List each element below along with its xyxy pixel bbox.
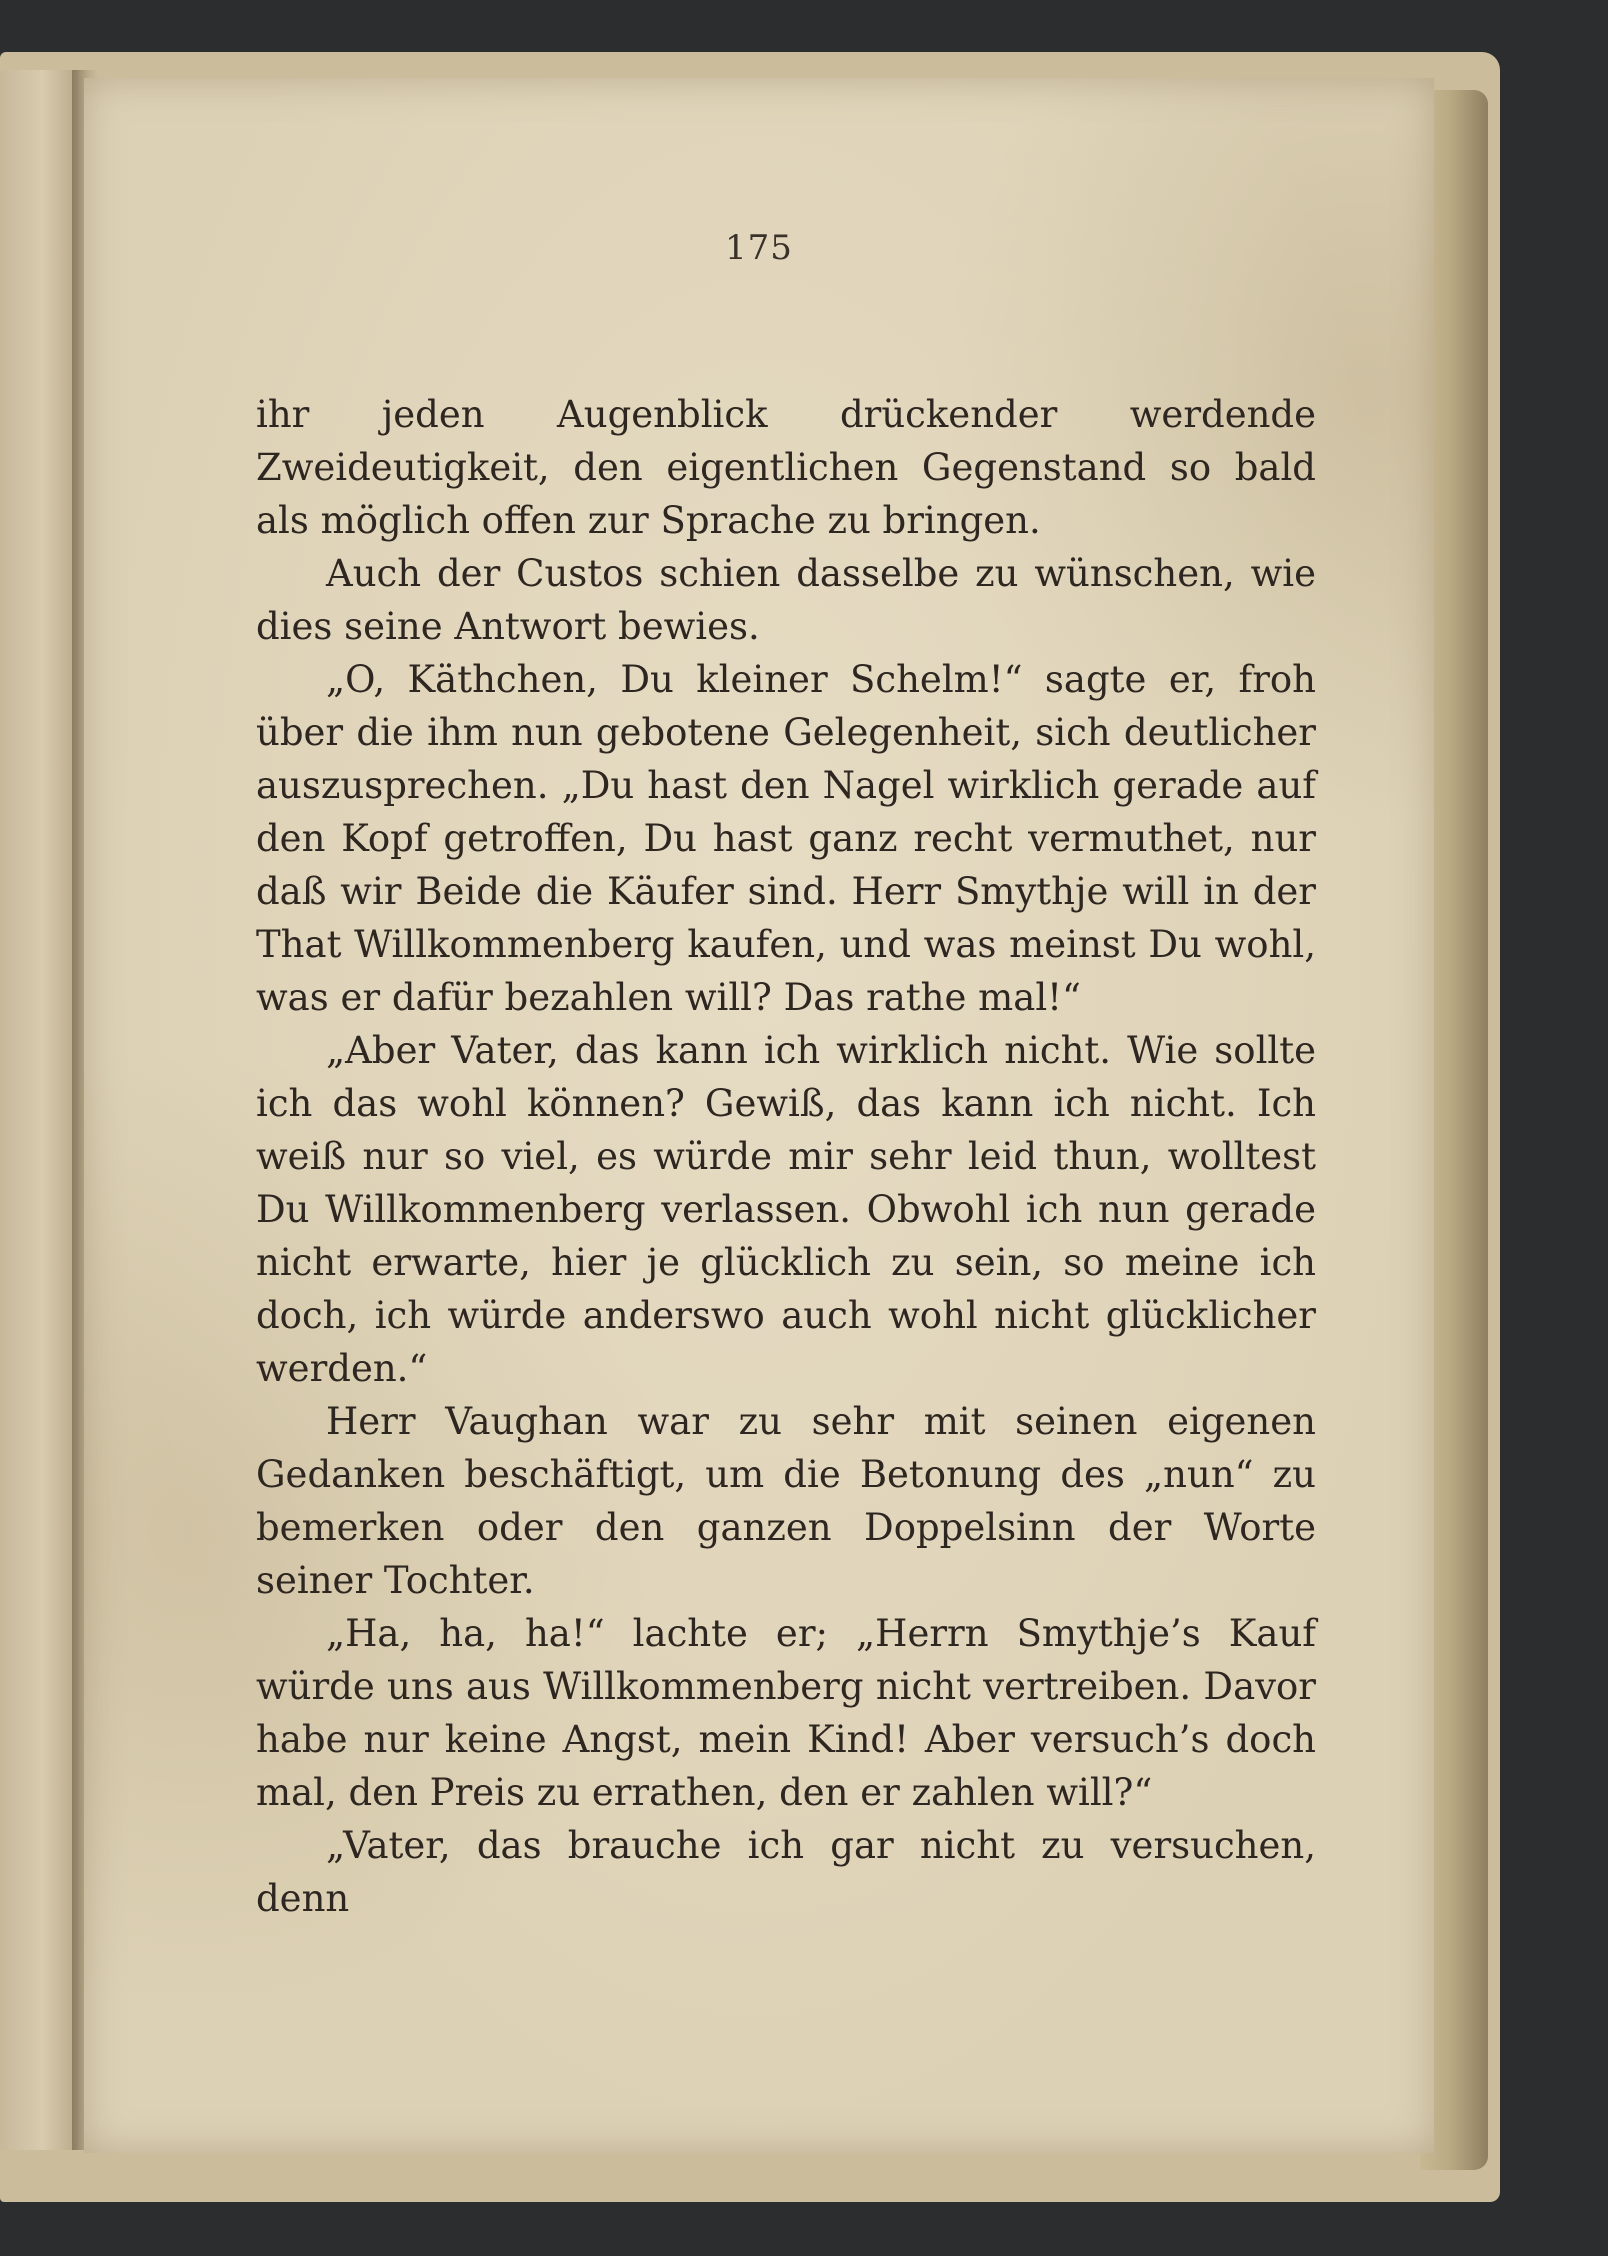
right-page: [84, 78, 1434, 2153]
paragraph-6: „Ha, ha, ha!“ lachte er; „Herrn Smythje’s Kauf würde uns aus Willkommenberg nicht vertreiben. Davor habe nur keine Angst, mein Kind! Aber versuch’s doch mal, den Preis zu errathen, den er zahlen will?“: [256, 1612, 1316, 1814]
page-number: 175: [725, 228, 793, 268]
paragraph-7: „Vater, das brauche ich gar nicht zu versuchen, denn: [256, 1824, 1316, 1920]
paragraph-2: Auch der Custos schien dasselbe zu wünschen, wie dies seine Antwort bewies.: [256, 552, 1316, 648]
paragraph-5: Herr Vaughan war zu sehr mit seinen eigenen Gedanken beschäftigt, um die Betonung des „nun“ zu bemerken oder den ganzen Doppelsinn der Worte seiner Tochter.: [256, 1400, 1316, 1602]
left-page-edge: [0, 70, 78, 2150]
body-text: [256, 388, 1316, 1925]
paragraph-1: ihr jeden Augenblick drückender werdende Zweideutigkeit, den eigentlichen Gegenstand so bald als möglich offen zur Sprache zu bringen.: [256, 393, 1316, 542]
paragraph-3: „O, Käthchen, Du kleiner Schelm!“ sagte er, froh über die ihm nun gebotene Gelegenheit, sich deutlicher auszusprechen. „Du hast den Nagel wirklich gerade auf den Kopf getroffen, Du hast ganz recht vermuthet, nur daß wir Beide die Käufer sind. Herr Smythje will in der That Willkommenberg kaufen, und was meinst Du wohl, was er dafür bezahlen will? Das rathe mal!“: [256, 658, 1316, 1019]
paragraph-4: „Aber Vater, das kann ich wirklich nicht. Wie sollte ich das wohl können? Gewiß, das kann ich nicht. Ich weiß nur so viel, es würde mir sehr leid thun, wolltest Du Willkommenberg verlassen. Obwohl ich nun gerade nicht erwarte, hier je glücklich zu sein, so meine ich doch, ich würde anderswo auch wohl nicht glücklicher werden.“: [256, 1029, 1316, 1390]
